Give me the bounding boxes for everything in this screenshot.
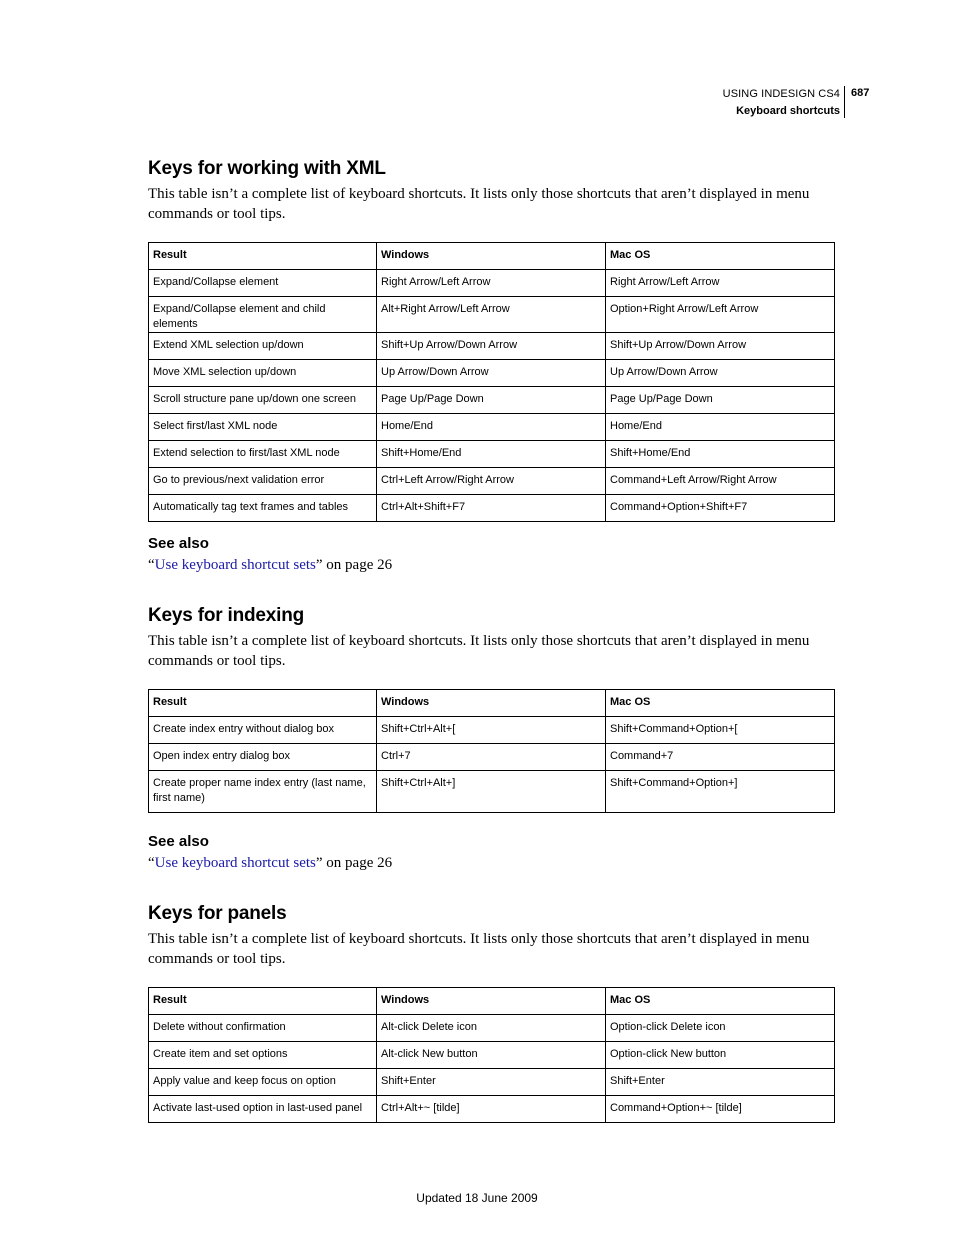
section-panels: [148, 903, 834, 969]
cell-windows: Shift+Home/End: [377, 441, 606, 468]
cell-macos: Shift+Up Arrow/Down Arrow: [606, 333, 835, 360]
cell-result: Open index entry dialog box: [149, 744, 377, 771]
column-header-result: Result: [149, 988, 377, 1015]
indexing-table-wrap: [148, 689, 834, 813]
cell-windows: Home/End: [377, 414, 606, 441]
header-divider: [844, 86, 845, 118]
table-row: [149, 270, 835, 297]
cell-result: Select first/last XML node: [149, 414, 377, 441]
table-row: [149, 387, 835, 414]
cell-result: Expand/Collapse element: [149, 270, 377, 297]
table-row: [149, 1069, 835, 1096]
table-row: [149, 414, 835, 441]
cell-result: Create proper name index entry (last name, first name): [149, 771, 377, 813]
cell-windows: Shift+Ctrl+Alt+]: [377, 771, 606, 813]
chapter-title: Keyboard shortcuts: [736, 105, 840, 117]
xml-see-also: [148, 535, 834, 575]
column-header-macos: Mac OS: [606, 988, 835, 1015]
indexing-shortcut-table: [148, 689, 835, 813]
cell-macos: Command+Option+~ [tilde]: [606, 1096, 835, 1123]
table-row: [149, 771, 835, 813]
cell-result: Extend selection to first/last XML node: [149, 441, 377, 468]
cell-windows: Ctrl+7: [377, 744, 606, 771]
xml-shortcut-table: [148, 242, 835, 522]
page-reference: ” on page 26: [315, 557, 393, 573]
table-row: [149, 441, 835, 468]
cell-result: Create item and set options: [149, 1042, 377, 1069]
indexing-see-also: [148, 833, 834, 873]
page-footer: Updated 18 June 2009: [416, 1191, 538, 1205]
column-header-macos: Mac OS: [606, 690, 835, 717]
panels-table-wrap: [148, 987, 834, 1123]
cell-windows: Ctrl+Alt+~ [tilde]: [377, 1096, 606, 1123]
table-row: [149, 744, 835, 771]
cell-result: Create index entry without dialog box: [149, 717, 377, 744]
section-intro: This table isn’t a complete list of keyboard shortcuts. It lists only those shortcuts that aren’t displayed in menu commands or tool tips.: [148, 186, 810, 222]
cell-macos: Command+7: [606, 744, 835, 771]
table-header-row: [149, 988, 835, 1015]
section-intro: This table isn’t a complete list of keyboard shortcuts. It lists only those shortcuts that aren’t displayed in menu commands or tool tips.: [148, 931, 810, 967]
see-also-heading: See also: [148, 535, 209, 552]
keyboard-shortcut-sets-link[interactable]: Use keyboard shortcut sets: [154, 855, 316, 871]
cell-windows: Ctrl+Alt+Shift+F7: [377, 495, 606, 522]
cell-windows: Alt-click New button: [377, 1042, 606, 1069]
cell-macos: Home/End: [606, 414, 835, 441]
cell-macos: Option-click New button: [606, 1042, 835, 1069]
cell-result: Expand/Collapse element and child elements: [149, 297, 377, 333]
table-row: [149, 1042, 835, 1069]
see-also-reference: [148, 555, 834, 575]
xml-table-wrap: [148, 242, 834, 522]
cell-macos: Command+Left Arrow/Right Arrow: [606, 468, 835, 495]
cell-macos: Shift+Command+Option+]: [606, 771, 835, 813]
cell-macos: Shift+Enter: [606, 1069, 835, 1096]
cell-macos: Shift+Command+Option+[: [606, 717, 835, 744]
cell-macos: Shift+Home/End: [606, 441, 835, 468]
cell-result: Activate last-used option in last-used panel: [149, 1096, 377, 1123]
cell-result: Automatically tag text frames and tables: [149, 495, 377, 522]
cell-windows: Right Arrow/Left Arrow: [377, 270, 606, 297]
column-header-result: Result: [149, 243, 377, 270]
section-intro: This table isn’t a complete list of keyboard shortcuts. It lists only those shortcuts that aren’t displayed in menu commands or tool tips.: [148, 633, 810, 669]
table-row: [149, 468, 835, 495]
keyboard-shortcut-sets-link[interactable]: Use keyboard shortcut sets: [154, 557, 316, 573]
page-number: 687: [851, 87, 870, 99]
cell-macos: Up Arrow/Down Arrow: [606, 360, 835, 387]
cell-windows: Ctrl+Left Arrow/Right Arrow: [377, 468, 606, 495]
cell-result: Apply value and keep focus on option: [149, 1069, 377, 1096]
table-row: [149, 360, 835, 387]
column-header-macos: Mac OS: [606, 243, 835, 270]
table-row: [149, 333, 835, 360]
open-quote: “: [148, 855, 155, 871]
cell-windows: Shift+Ctrl+Alt+[: [377, 717, 606, 744]
cell-windows: Up Arrow/Down Arrow: [377, 360, 606, 387]
cell-windows: Page Up/Page Down: [377, 387, 606, 414]
cell-result: Delete without confirmation: [149, 1015, 377, 1042]
table-header-row: [149, 690, 835, 717]
column-header-windows: Windows: [377, 690, 606, 717]
table-row: [149, 297, 835, 333]
panels-shortcut-table: [148, 987, 835, 1123]
cell-result: Extend XML selection up/down: [149, 333, 377, 360]
cell-result: Go to previous/next validation error: [149, 468, 377, 495]
table-header-row: [149, 243, 835, 270]
cell-macos: Page Up/Page Down: [606, 387, 835, 414]
table-row: [149, 1015, 835, 1042]
section-xml: [148, 158, 834, 224]
column-header-windows: Windows: [377, 243, 606, 270]
cell-windows: Alt+Right Arrow/Left Arrow: [377, 297, 606, 333]
running-head: [723, 86, 840, 120]
open-quote: “: [148, 557, 155, 573]
cell-windows: Shift+Up Arrow/Down Arrow: [377, 333, 606, 360]
column-header-windows: Windows: [377, 988, 606, 1015]
cell-macos: Option+Right Arrow/Left Arrow: [606, 297, 835, 333]
cell-result: Scroll structure pane up/down one screen: [149, 387, 377, 414]
cell-windows: Shift+Enter: [377, 1069, 606, 1096]
section-title: Keys for working with XML: [148, 158, 386, 179]
section-title: Keys for panels: [148, 903, 287, 924]
cell-macos: Right Arrow/Left Arrow: [606, 270, 835, 297]
column-header-result: Result: [149, 690, 377, 717]
see-also-reference: [148, 853, 834, 873]
cell-macos: Option-click Delete icon: [606, 1015, 835, 1042]
see-also-heading: See also: [148, 833, 209, 850]
page-reference: ” on page 26: [315, 855, 393, 871]
cell-result: Move XML selection up/down: [149, 360, 377, 387]
table-row: [149, 495, 835, 522]
table-row: [149, 717, 835, 744]
table-row: [149, 1096, 835, 1123]
doc-title: USING INDESIGN CS4: [722, 88, 840, 100]
cell-windows: Alt-click Delete icon: [377, 1015, 606, 1042]
section-title: Keys for indexing: [148, 605, 305, 626]
cell-macos: Command+Option+Shift+F7: [606, 495, 835, 522]
section-indexing: [148, 605, 834, 671]
